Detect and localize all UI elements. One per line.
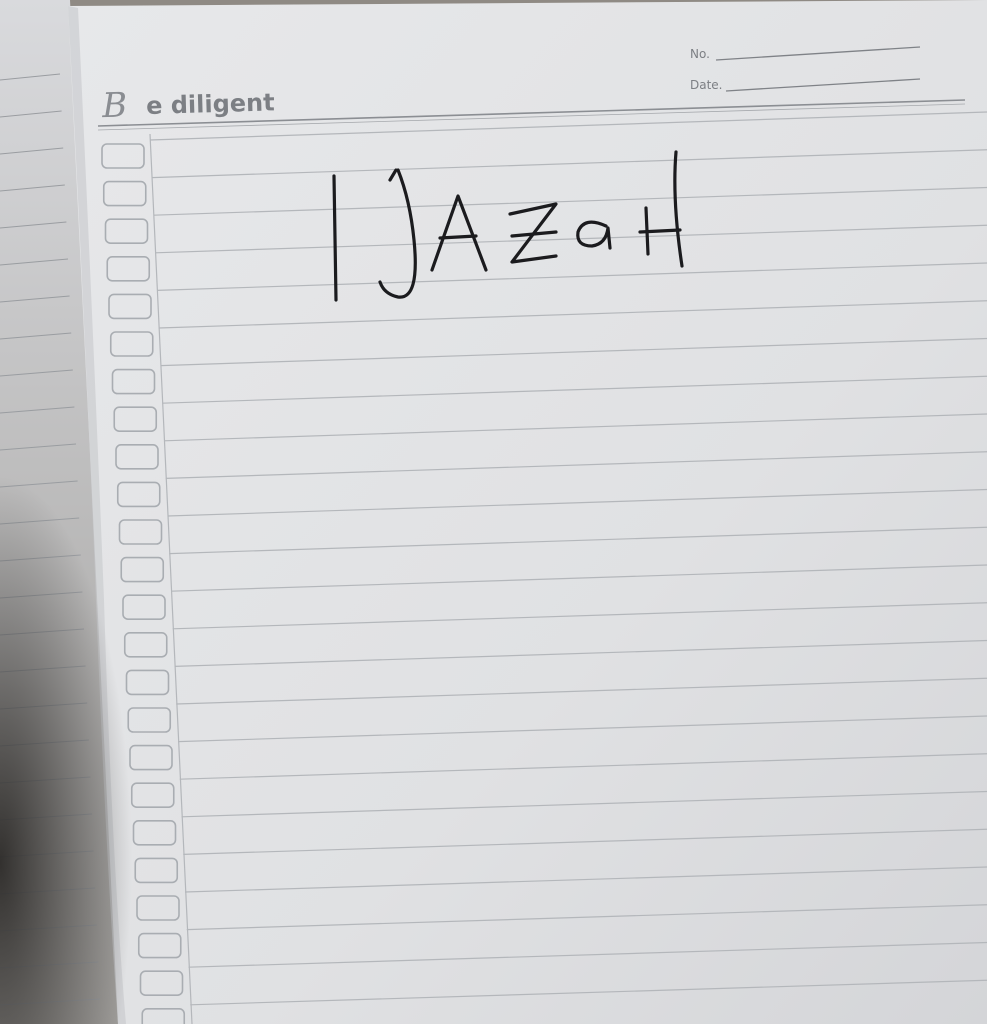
- no-label: No.: [690, 47, 710, 61]
- brand-text: e diligent: [145, 88, 276, 120]
- handwriting-stroke-a-bar: [440, 236, 476, 238]
- date-label: Date.: [690, 78, 723, 92]
- brand-initial: B: [101, 85, 128, 127]
- hand-shadow: [0, 380, 220, 1024]
- handwriting-stroke-h-bar: [640, 230, 680, 232]
- handwriting-stroke-i: [334, 176, 336, 300]
